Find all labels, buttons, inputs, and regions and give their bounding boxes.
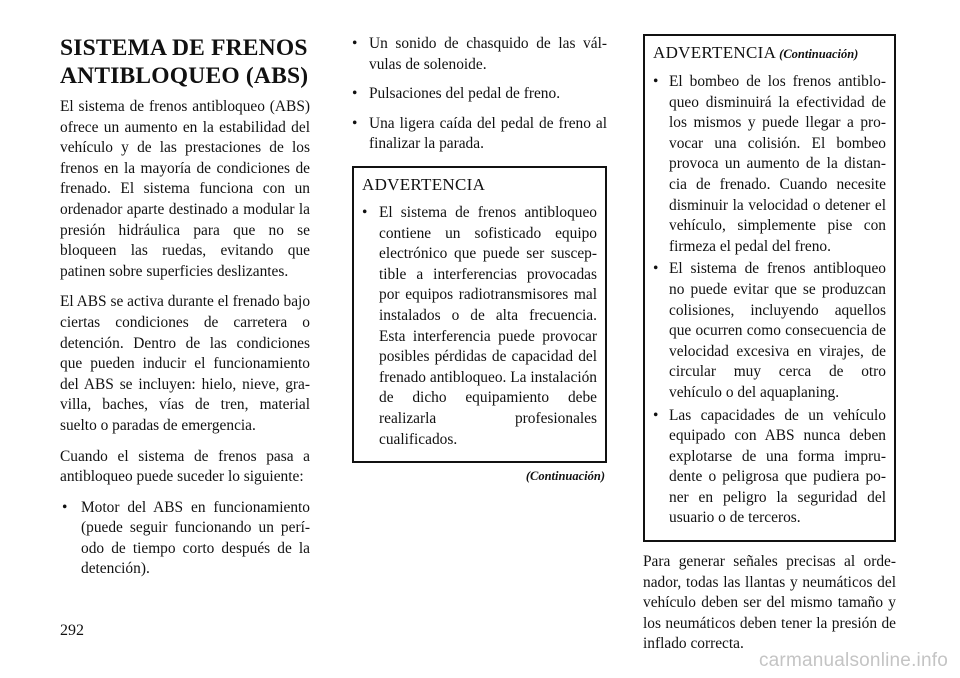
column-middle — [352, 34, 607, 484]
section-title-line1: SISTEMA DE FRENOS — [60, 35, 308, 61]
warning-heading — [653, 43, 886, 64]
warning-item — [653, 72, 886, 257]
bullet-icon: • — [352, 35, 358, 52]
tire-paragraph: Para generar señales precisas al ordenador, todas las llantas y neumáticos del vehículo deben ser del mismo tamaño y los neumáticos deben tener la presión de inflado correcta. — [643, 553, 896, 653]
antilock-mode-paragraph: Cuando el sistema de frenos pasa a antibloqueo puede suceder lo siguiente: — [60, 447, 310, 486]
warning-item-text: El bombeo de los frenos antibloqueo disminuirá la efectividad de los mismos y puede llegar a provocar una colisión. El bombeo provoca un aumento de la distancia de frenado. Cuando necesite disminuir la velocidad o detener el vehículo, simplemente pise con firmeza el pedal del freno. — [669, 73, 886, 255]
abs-effects-list — [60, 498, 310, 580]
warning-list — [653, 72, 886, 529]
list-item-text: Un sonido de chasquido de las válvulas de solenoide. — [369, 35, 607, 73]
list-item — [352, 84, 607, 105]
column-right — [643, 34, 896, 665]
abs-effects-list-continued — [352, 34, 607, 155]
warning-item-text: Las capacidades de un vehículo equipado con ABS nunca deben explotarse de una forma imprudente o peligrosa que pudiera poner en peligro la seguridad del usuario o de terceros. — [669, 406, 886, 527]
activation-paragraph: El ABS se activa durante el frenado bajo ciertas condiciones de carretera o detención. Dentro de las condiciones que pueden inducir el funcionamiento del ABS se incluyen: hielo, nieve, gravilla, baches, vías de tren, material suelto o paradas de emergencia. — [60, 293, 311, 434]
list-item-text: Motor del ABS en funcionamiento (puede seguir funcionando un período de tiempo corto después de la detención). — [81, 498, 310, 578]
list-item-text: Pulsaciones del pedal de freno. — [369, 85, 561, 103]
warning-item-text: El sistema de frenos antibloqueo no puede evitar que se produzcan colisiones, incluyendo aquellos que ocurren como consecuencia de velocidad excesiva en virajes, de circular muy cerca de otro vehículo o del aquaplaning. — [669, 260, 886, 401]
intro-paragraph: El sistema de frenos antibloqueo (ABS) ofrece un aumento en la estabilidad del vehículo y de las prestaciones de los frenos en la mayoría de condiciones de frenado. El sistema funciona con un ordenador aparte destinado a modular la presión hidráulica para que no se bloqueen las ruedas, evitando que patinen sobre superficies deslizantes. — [60, 98, 310, 280]
bullet-icon: • — [352, 114, 358, 132]
warning-item — [653, 406, 886, 530]
section-title-line2: ANTIBLOQUEO (ABS) — [60, 63, 309, 89]
section-title — [60, 34, 310, 90]
warning-title: ADVERTENCIA — [653, 43, 777, 62]
warning-item-text: El sistema de frenos antibloqueo contiene un sofisticado equipo electrónico que puede ser susceptible a interferencias provocadas por equipos radiotransmisores mal instalados o de alta frecuencia. Esta interferencia puede provocar posibles pérdidas de capacidad del frenado antibloqueo. La instalación de dicho equipamiento debe realizarla profesionales cualificados. — [379, 203, 597, 448]
list-item — [352, 34, 607, 75]
column-left — [60, 34, 310, 589]
bullet-icon: • — [653, 406, 659, 424]
bullet-icon: • — [362, 203, 368, 221]
bullet-icon: • — [352, 85, 358, 103]
warning-box — [352, 166, 607, 463]
warning-item — [362, 203, 597, 450]
warning-title: ADVERTENCIA — [362, 174, 486, 194]
warning-list — [362, 203, 597, 450]
watermark: carmanualsonline.info — [758, 650, 948, 671]
list-item — [352, 114, 607, 155]
warning-box-continued — [643, 34, 896, 542]
continued-note: (Continuación) — [525, 469, 605, 484]
warning-item — [653, 259, 886, 403]
bullet-icon: • — [62, 498, 68, 516]
page-number: 292 — [60, 622, 84, 639]
list-item-text: Una ligera caída del pedal de freno al finalizar la parada. — [369, 114, 607, 153]
bullet-icon: • — [653, 73, 659, 90]
warning-subtitle: (Continuación) — [779, 47, 859, 61]
list-item — [60, 498, 310, 580]
bullet-icon: • — [653, 260, 659, 278]
